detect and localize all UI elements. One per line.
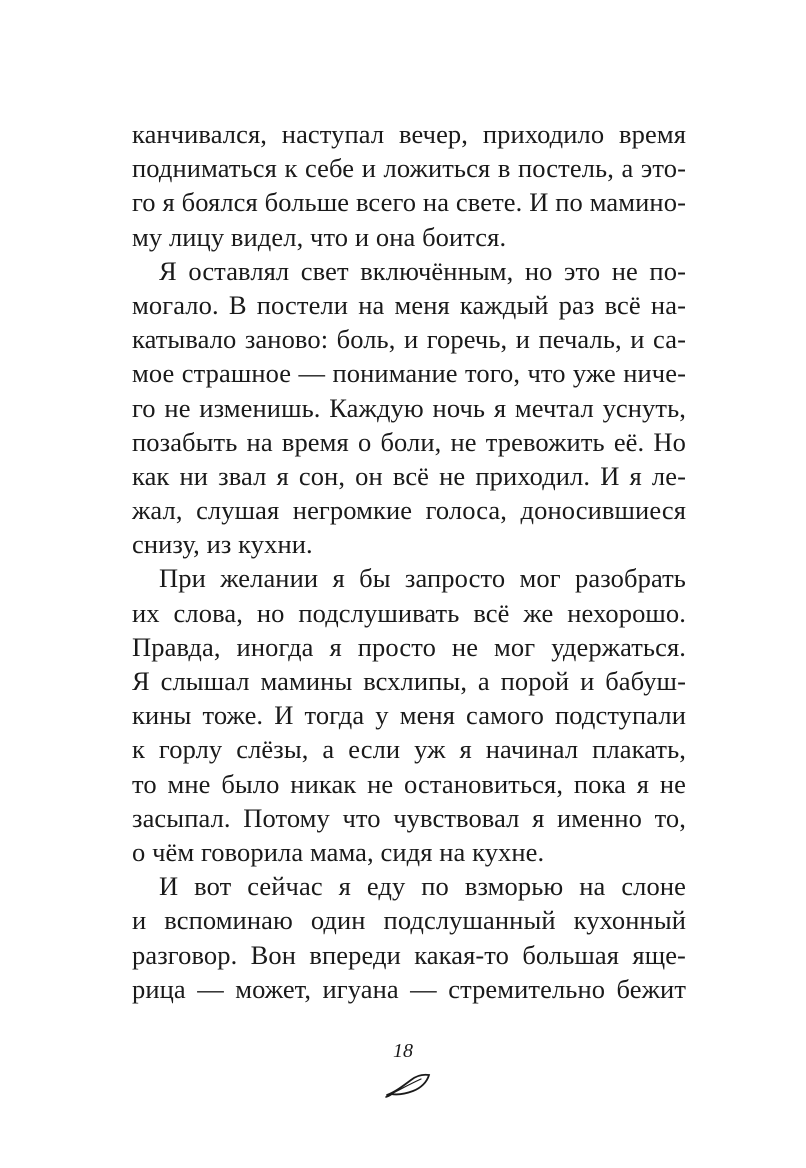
text-line: снизу, из кухни. [132, 529, 313, 560]
text-line: мое страшное — понимание того, что уже ниче- [132, 358, 686, 389]
text-line: го я боялся больше всего на свете. И по мамино- [132, 187, 686, 218]
text-line: к горлу слёзы, а если уж я начинал плакать, [132, 734, 686, 765]
text-line: Я оставлял свет включённым, но это не по- [159, 255, 686, 286]
text-line: Правда, иногда я просто не мог удержаться. [132, 631, 686, 662]
text-line: засыпал. Потому что чувствовал я именно то, [132, 802, 686, 833]
page-number: 18 [393, 1040, 413, 1062]
text-line: как ни звал я сон, он всё не приходил. И я ле- [132, 460, 686, 491]
text-line: катывало заново: боль, и горечь, и печаль, и са- [132, 324, 686, 355]
text-line: их слова, но подслушивать всё же нехорошо. [132, 597, 686, 628]
body-text [132, 117, 686, 1006]
text-line: И вот сейчас я еду по взморью на слоне [159, 871, 686, 902]
leaf-ornament-icon [383, 1070, 433, 1100]
text-line: позабыть на время о боли, не тревожить её. Но [132, 426, 686, 457]
text-line: могало. В постели на меня каждый раз всё на- [132, 289, 686, 320]
text-line: рица — может, игуана — стремительно бежит [132, 973, 686, 1004]
text-line: го не изменишь. Каждую ночь я мечтал уснуть, [132, 392, 686, 423]
text-line: жал, слушая негромкие голоса, доносившиеся [132, 495, 686, 526]
text-line: то мне было никак не остановиться, пока я не [132, 768, 686, 799]
text-line: и вспоминаю один подслушанный кухонный [132, 905, 686, 936]
text-line: му лицу видел, что и она боится. [132, 221, 507, 252]
text-line: подниматься к себе и ложиться в постель, а это- [132, 153, 686, 184]
text-line: Я слышал мамины всхлипы, а порой и бабуш- [132, 666, 686, 696]
text-line: кины тоже. И тогда у меня самого подступали [132, 700, 686, 731]
text-line: о чём говорила мама, сидя на кухне. [132, 836, 545, 867]
text-line: канчивался, наступал вечер, приходило время [132, 119, 686, 149]
text-line: При желании я бы запросто мог разобрать [159, 563, 686, 594]
text-line: разговор. Вон впереди какая-то большая яще- [132, 939, 686, 970]
